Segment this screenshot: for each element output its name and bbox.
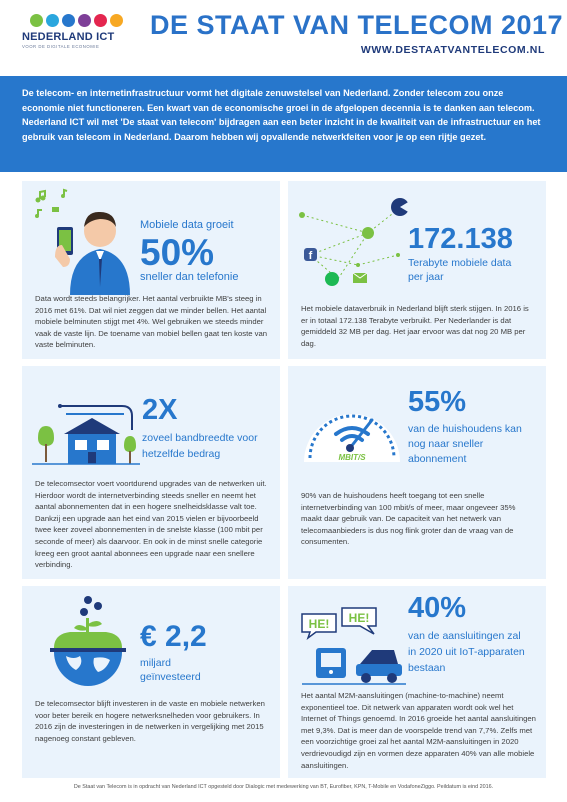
logo-tagline: VOOR DE DIGITALE ECONOMIE [22,44,100,49]
iot-devices-icon [302,608,406,688]
logo-dot [30,14,43,27]
page-title: DE STAAT VAN TELECOM 2017 [150,10,564,40]
house-network-icon [32,396,140,468]
globe-investment-icon [40,594,140,686]
page-footer: De Staat van Telecom is in opdracht van Nederland ICT opgesteld door Dialogic met medewerking van BT, Eurofiber, KPN, T-Mobile en VodafoneZiggo. Peildatum is eind 2016. [73,784,494,790]
terabyte-stat-label: Terabyte mobiele data per jaar [408,257,512,283]
iot-stat-label: van de aansluitingen zal in 2020 uit IoT-apparaten bestaan [408,630,525,674]
iot-body-text: Het aantal M2M-aansluitingen (machine-to-machine) neemt exponentieel toe. Dit netwerk van apparaten wordt ook wel het Internet of Things genoemd. In 2016 groeide het aantal aansluitingen met 9,3%. Dat is meer dan de voorspelde trend van 7,7%. Zelfs met een voorzichtige groei zal het aantal M2M-aansluitingen in 2020 verdrievoudigd zijn en vormen deze apparaten 40% van alle mobiele aansluitingen. [301,691,536,770]
households-body-text: 90% van de huishoudens heeft toegang tot een snelle internetverbinding van 100 mbit/s of meer, maar ongeveer 35% maakt daar gebruik van. De capaciteit van het netwerk van telecomaanbieders is dus nog flink groter dan de vraag van de consumenten. [301,491,516,547]
logo-dots [30,14,142,27]
iot-stat-value: 40% [408,592,467,624]
mobile-lead-text: Mobiele data groeit [140,219,234,231]
intro-banner [0,76,567,172]
card-terabyte [288,181,546,359]
nederland-ict-logo [22,14,142,49]
mobile-stat-value: 50% [140,232,215,273]
gauge-label: MBIT/S [338,453,366,462]
speech-bubble-2: HE! [348,611,370,625]
app-network-icon [298,195,406,291]
households-stat-value: 55% [408,386,467,418]
mobile-body-text: Data wordt steeds belangrijker. Het aantal verbruikte MB's steeg in 2016 met 61%. Dat wil niet zeggen dat we minder bellen. Het aantal mobiele belminuten stijgt met 4%. Wel gebruiken we steeds minder vaak de vaste lijn. De toename van mobiel bellen gaat ten koste van vaste belminuten. [35,294,268,350]
households-stat-label: van de huishoudens kan nog naar sneller abonnement [408,423,522,465]
bandwidth-stat-label: zoveel bandbreedte voor hetzelfde bedrag [142,432,258,460]
terabyte-body-text: Het mobiele dataverbruik in Nederland blijft sterk stijgen. In 2016 is er in totaal 172.138 Terabyte verbruikt. Per Nederlander is dat gemiddeld 32 MB per dag. Het jaar ervoor was dat nog 20 MB per dag. [301,304,529,348]
investment-stat-value: € 2,2 [140,620,207,653]
logo-dot [110,14,123,27]
card-mobile-data [22,181,280,359]
card-bandwidth [22,366,280,579]
speech-bubble-1: HE! [308,617,330,631]
card-households [288,366,546,579]
intro-text: De telecom- en internetinfrastructuur vormt het digitale zenuwstelsel van Nederland. Zonder telecom zou onze economie niet functioneren. Een kwart van de economische groei in de afgelopen decennia is te danken aan telecom. Nederland ICT wil met 'De staat van telecom' bijdragen aan een beter inzicht in de kwaliteit van de infrastructuur en het gebruik van telecom in Nederland. Daarom hebben wij opvallende netwerkfeiten voor je op een rijtje gezet. [22,88,541,142]
investment-stat-label: miljard geïnvesteerd [140,657,201,683]
page-header [0,0,567,76]
mobile-stat-label: sneller dan telefonie [140,271,239,283]
svg-text:f: f [308,250,313,262]
logo-dot [94,14,107,27]
bandwidth-body-text: De telecomsector voert voortdurend upgrades van de netwerken uit. Hierdoor wordt de internetverbinding steeds sneller en neemt het aantal abonnementen dat in een hogere snelheidsklasse valt toe. Dankzij een upgrade aan het eind van 2015 vielen er bijvoorbeeld twee keer zoveel abonnementen in de snelste klasse (100 mbit per seconde of meer) als daarvoor. En ook in de minst snelle categorie kreeg een groot aantal abonnees een upgrade naar een snellere verbinding. [35,479,267,570]
terabyte-stat-value: 172.138 [408,223,513,255]
card-iot [288,586,546,778]
investment-body-text: De telecomsector blijft investeren in de vaste en mobiele netwerken voor beter bereik en hogere netwerksnelheden voor gebruikers. In 2016 zijn de investeringen in de netwerken in vergelijking met 2015 nagenoeg constant gebleven. [35,699,265,743]
bandwidth-stat-value: 2X [142,394,178,426]
speedometer-icon [302,394,402,464]
logo-dot [46,14,59,27]
person-with-smartphone-icon [30,187,130,295]
logo-dot [78,14,91,27]
logo-dot [62,14,75,27]
website-url: WWW.DESTAATVANTELECOM.NL [360,44,545,56]
logo-name: NEDERLAND ICT [22,31,115,43]
card-investment [22,586,280,778]
